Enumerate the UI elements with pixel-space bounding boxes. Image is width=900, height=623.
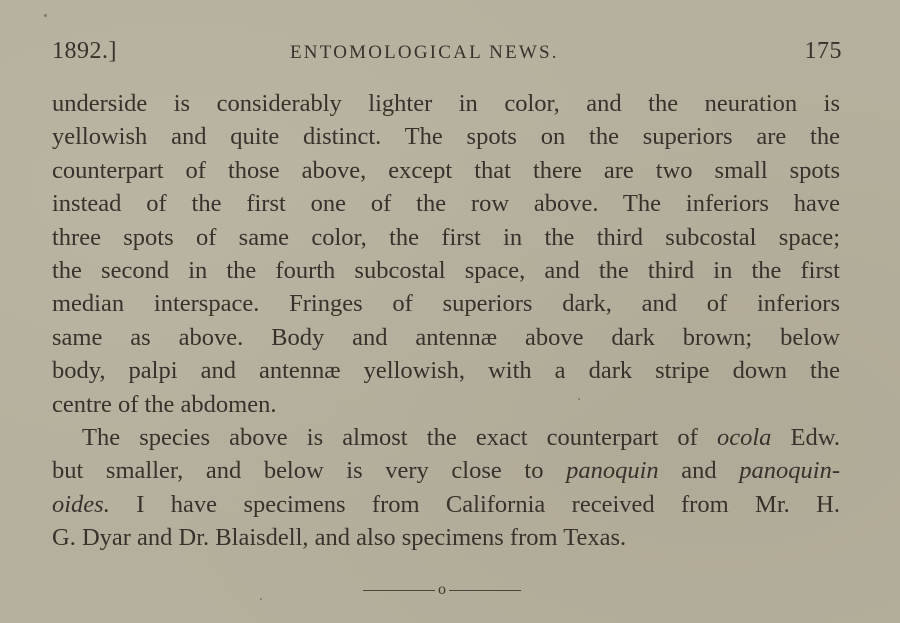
section-separator — [352, 580, 532, 600]
paragraph-2 — [52, 421, 840, 555]
text-line: underside is considerably lighter in color, and the neuration is — [52, 90, 840, 117]
text-line: G. Dyar and Dr. Blaisdell, and also specimens from Texas. — [52, 524, 627, 552]
text-line: the second in the fourth subcostal space, and the third in the first — [52, 257, 840, 285]
paper-speck — [44, 14, 47, 17]
text-line — [52, 454, 840, 487]
paragraph-1 — [52, 87, 840, 421]
text-line: three spots of same color, the first in the third subcostal space; — [52, 223, 840, 251]
species-name-panoquinoides-end: oides. — [52, 490, 110, 518]
text-line: body, palpi and antennæ yellowish, with a dark stripe down the — [52, 357, 840, 385]
text-run: Edw. — [771, 424, 840, 452]
text-line: centre of the abdomen. — [52, 390, 277, 418]
text-line — [52, 488, 840, 521]
running-head — [52, 38, 842, 72]
separator-rule-right — [449, 590, 521, 591]
species-name-panoquinoides: panoquin- — [739, 457, 840, 485]
text-line: same as above. Body and antennæ above dark brown; below — [52, 323, 840, 351]
text-line: instead of the first one of the row above. The inferiors have — [52, 190, 840, 218]
text-line: median interspace. Fringes of superiors dark, and of inferiors — [52, 290, 840, 318]
running-head-title: ENTOMOLOGICAL NEWS. — [290, 42, 559, 63]
running-head-year: 1892.] — [52, 38, 117, 64]
text-run: but smaller, and below is very close to — [52, 457, 567, 485]
text-line: counterpart of those above, except that there are two small spots — [52, 156, 840, 184]
species-name-panoquin: panoquin — [566, 457, 659, 485]
paper-speck — [260, 598, 262, 600]
separator-rule-left — [363, 590, 435, 591]
page-number: 175 — [804, 38, 842, 64]
text-run: I have specimens from California received from Mr. H. — [109, 490, 840, 518]
species-name-ocola: ocola — [716, 424, 772, 452]
separator-mark: o — [438, 581, 446, 598]
text-line — [52, 421, 840, 454]
paper-speck — [578, 398, 580, 400]
text-run: and — [658, 457, 740, 485]
text-run: The species above is almost the exact counterpart of — [82, 424, 717, 452]
body-text — [52, 87, 840, 555]
text-line: yellowish and quite distinct. The spots on the superiors are the — [52, 123, 840, 151]
